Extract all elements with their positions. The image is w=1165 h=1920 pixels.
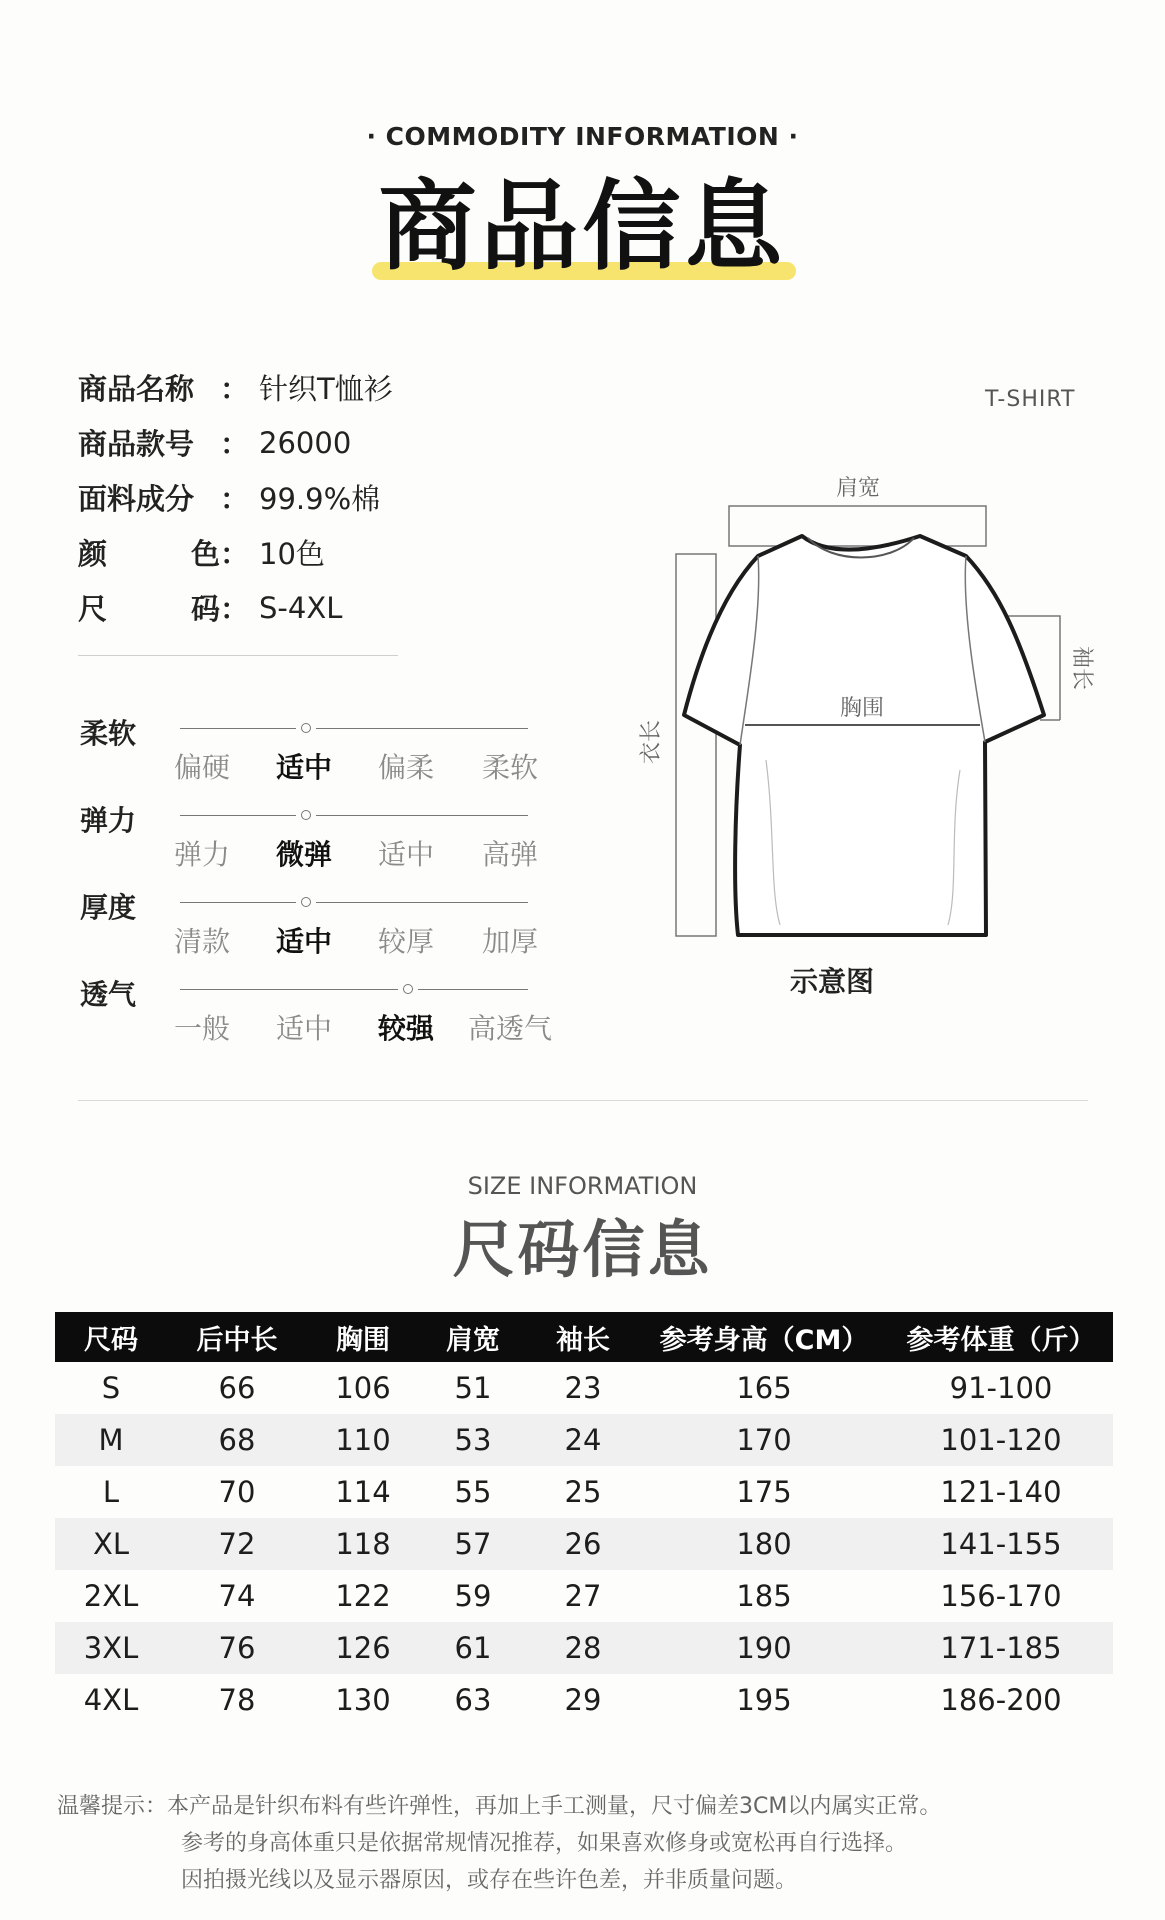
table-cell: 66: [218, 1371, 256, 1405]
table-cell: 53: [419, 1414, 527, 1466]
table-cell: 106: [335, 1371, 391, 1405]
attribute-track: [418, 989, 528, 990]
info-colon: ：: [220, 482, 250, 516]
table-cell: M: [55, 1414, 167, 1466]
info-colon: ：: [220, 537, 250, 571]
table-cell: 156-170: [940, 1579, 1062, 1613]
attribute-marker-icon: [301, 810, 311, 820]
table-cell: 195: [736, 1683, 792, 1717]
table-row: [55, 1570, 1113, 1622]
product-info-list: [78, 360, 393, 635]
table-cell: 110: [307, 1414, 419, 1466]
length-label: 衣长: [639, 719, 664, 765]
header-weight: 参考体重（斤）: [889, 1312, 1113, 1362]
table-cell: XL: [55, 1518, 167, 1570]
table-cell: 175: [736, 1475, 792, 1509]
info-row-size: [78, 580, 393, 635]
table-cell: 26: [527, 1518, 639, 1570]
attribute-title: 柔软: [80, 717, 137, 750]
table-cell: S: [101, 1371, 121, 1405]
info-colon: ：: [220, 372, 250, 406]
attribute-option: 清款: [173, 925, 230, 958]
table-cell: 3XL: [55, 1622, 167, 1674]
header-chest: 胸围: [307, 1312, 419, 1362]
info-value: 针织T恤衫: [259, 372, 393, 406]
table-cell: 180: [639, 1518, 889, 1570]
info-label-char: 码: [190, 592, 220, 626]
table-cell: 29: [564, 1683, 602, 1717]
attribute-track: [180, 902, 296, 903]
note-line: 温馨提示：本产品是针织布料有些许弹性，再加上手工测量，尺寸偏差3CM以内属实正常。: [57, 1794, 942, 1819]
commodity-info-subtitle: · COMMODITY INFORMATION ·: [366, 122, 799, 151]
size-info-subtitle: SIZE INFORMATION: [467, 1172, 698, 1200]
attribute-option: 一般: [173, 1012, 230, 1045]
page-title: 商品信息: [378, 170, 787, 284]
note-line: 因拍摄光线以及显示器原因，或存在些许色差，并非质量问题。: [181, 1868, 798, 1893]
info-label: [78, 587, 220, 628]
table-row: [55, 1466, 1113, 1518]
attribute-marker-icon: [301, 897, 311, 907]
table-cell: 61: [419, 1622, 527, 1674]
table-cell: 170: [639, 1414, 889, 1466]
attribute-option: 高弹: [481, 838, 538, 871]
table-cell: 55: [454, 1475, 492, 1509]
info-colon: ：: [220, 427, 250, 461]
table-cell: 25: [564, 1475, 602, 1509]
table-cell: 24: [527, 1414, 639, 1466]
attribute-marker-icon: [403, 984, 413, 994]
header-length: 后中长: [167, 1312, 307, 1362]
shoulder-label: 肩宽: [835, 476, 881, 501]
table-row: [55, 1622, 1113, 1674]
attribute-option: 加厚: [481, 925, 538, 958]
table-cell: 28: [527, 1622, 639, 1674]
attribute-track: [180, 989, 398, 990]
info-value: 99.9%棉: [259, 482, 381, 516]
attribute-title: 弹力: [80, 804, 137, 837]
table-cell: 165: [736, 1371, 792, 1405]
table-header-row: [55, 1312, 1113, 1362]
attribute-option: 较强: [377, 1012, 434, 1045]
info-colon: ：: [220, 592, 250, 626]
table-cell: 190: [639, 1622, 889, 1674]
attribute-option: 适中: [275, 1012, 332, 1045]
attribute-option: 偏柔: [377, 751, 434, 784]
attribute-option: 微弹: [275, 838, 332, 871]
sleeve-label: 袖长: [1069, 645, 1094, 691]
info-divider: [78, 655, 398, 656]
table-cell: 2XL: [83, 1579, 139, 1613]
info-value: 10色: [259, 537, 325, 571]
table-cell: 23: [564, 1371, 602, 1405]
table-cell: 76: [167, 1622, 307, 1674]
table-cell: 91-100: [949, 1371, 1053, 1405]
info-value: S-4XL: [259, 590, 343, 625]
table-cell: 118: [307, 1518, 419, 1570]
table-row: [55, 1414, 1113, 1466]
info-label: 面料成分: [78, 482, 195, 516]
table-cell: 101-120: [889, 1414, 1113, 1466]
section-divider: [78, 1100, 1088, 1101]
attribute-track: [316, 815, 528, 816]
table-cell: L: [102, 1475, 120, 1509]
table-cell: 70: [218, 1475, 256, 1509]
note-line: 参考的身高体重只是依据常规情况推荐，如果喜欢修身或宽松再自行选择。: [181, 1831, 908, 1856]
attribute-track: [180, 815, 296, 816]
attribute-option: 偏硬: [173, 751, 230, 784]
attribute-option: 弹力: [173, 838, 230, 871]
info-label: [78, 532, 220, 573]
table-cell: 185: [736, 1579, 792, 1613]
attribute-marker-icon: [301, 723, 311, 733]
attribute-option: 适中: [377, 838, 434, 871]
table-cell: 51: [454, 1371, 492, 1405]
info-label-char: 色: [190, 537, 220, 571]
table-cell: 4XL: [83, 1683, 139, 1717]
header-height: 参考身高（CM）: [639, 1312, 889, 1362]
attribute-title: 厚度: [80, 891, 137, 924]
header-sleeve: 袖长: [527, 1312, 639, 1362]
header-size: 尺码: [55, 1312, 167, 1362]
table-row: [55, 1674, 1113, 1726]
size-table: [55, 1312, 1113, 1726]
attribute-option: 适中: [275, 925, 332, 958]
info-row-name: [78, 360, 393, 415]
table-cell: 122: [335, 1579, 391, 1613]
table-cell: 59: [454, 1579, 492, 1613]
table-cell: 63: [454, 1683, 492, 1717]
chest-label: 胸围: [839, 696, 885, 721]
table-row: [55, 1362, 1113, 1414]
table-row: [55, 1518, 1113, 1570]
attribute-track: [180, 728, 296, 729]
table-cell: 141-155: [889, 1518, 1113, 1570]
size-notes: [57, 1788, 941, 1899]
info-row-style: [78, 415, 393, 470]
info-row-fabric: [78, 470, 393, 525]
info-value: 26000: [259, 425, 352, 460]
table-cell: 78: [218, 1683, 256, 1717]
size-info-title: 尺码信息: [452, 1213, 713, 1286]
table-cell: 74: [218, 1579, 256, 1613]
attribute-option: 适中: [275, 751, 332, 784]
table-cell: 68: [167, 1414, 307, 1466]
attribute-option: 较厚: [377, 925, 434, 958]
attribute-option: 高透气: [467, 1012, 552, 1045]
info-label-char: 颜: [78, 537, 108, 571]
table-cell: 171-185: [889, 1622, 1113, 1674]
table-cell: 126: [307, 1622, 419, 1674]
table-cell: 186-200: [940, 1683, 1062, 1717]
attribute-track: [316, 728, 528, 729]
diagram-caption: 示意图: [790, 965, 875, 998]
table-cell: 72: [167, 1518, 307, 1570]
attribute-title: 透气: [80, 978, 137, 1011]
info-label: 商品名称: [78, 372, 195, 406]
table-cell: 130: [335, 1683, 391, 1717]
info-row-color: [78, 525, 393, 580]
table-cell: 121-140: [940, 1475, 1062, 1509]
table-cell: 57: [419, 1518, 527, 1570]
info-label-char: 尺: [78, 592, 108, 626]
attribute-track: [316, 902, 528, 903]
table-cell: 114: [335, 1475, 391, 1509]
info-label: 商品款号: [78, 427, 195, 461]
table-cell: 27: [564, 1579, 602, 1613]
attribute-option: 柔软: [481, 751, 538, 784]
tshirt-diagram-icon: [639, 470, 1094, 960]
tshirt-tag: T-SHIRT: [985, 387, 1076, 412]
header-shoulder: 肩宽: [419, 1312, 527, 1362]
